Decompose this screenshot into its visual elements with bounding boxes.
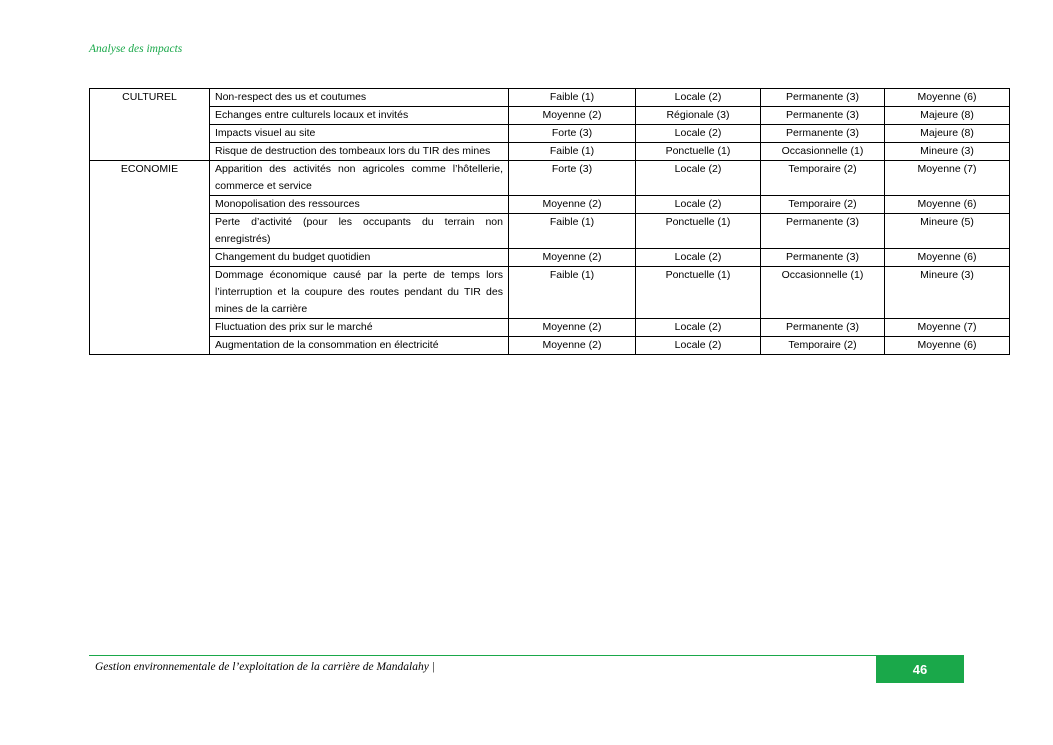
category-cell: ECONOMIE bbox=[90, 161, 210, 355]
duree-cell: Occasionnelle (1) bbox=[761, 143, 885, 161]
etendue-cell: Locale (2) bbox=[636, 319, 761, 337]
etendue-cell: Ponctuelle (1) bbox=[636, 214, 761, 249]
footer-divider bbox=[89, 655, 964, 656]
importance-cell: Mineure (3) bbox=[885, 143, 1010, 161]
importance-cell: Moyenne (6) bbox=[885, 337, 1010, 355]
etendue-cell: Ponctuelle (1) bbox=[636, 143, 761, 161]
table-row bbox=[90, 89, 1010, 107]
footer-text: Gestion environnementale de l’exploitation de la carrière de Mandalahy | bbox=[95, 661, 435, 673]
impacts-table-body bbox=[90, 89, 1010, 355]
page-number: 46 bbox=[876, 656, 964, 683]
impact-cell: Perte d’activité (pour les occupants du terrain non enregistrés) bbox=[210, 214, 509, 249]
duree-cell: Permanente (3) bbox=[761, 249, 885, 267]
importance-cell: Moyenne (6) bbox=[885, 249, 1010, 267]
impact-cell: Dommage économique causé par la perte de temps lors l’interruption et la coupure des routes pendant du TIR des mines de la carrière bbox=[210, 267, 509, 319]
etendue-cell: Ponctuelle (1) bbox=[636, 267, 761, 319]
impact-cell: Changement du budget quotidien bbox=[210, 249, 509, 267]
intensite-cell: Forte (3) bbox=[509, 161, 636, 196]
intensite-cell: Faible (1) bbox=[509, 143, 636, 161]
impact-cell: Risque de destruction des tombeaux lors du TIR des mines bbox=[210, 143, 509, 161]
page-header-title: Analyse des impacts bbox=[89, 43, 183, 55]
impact-cell: Augmentation de la consommation en électricité bbox=[210, 337, 509, 355]
duree-cell: Temporaire (2) bbox=[761, 161, 885, 196]
importance-cell: Moyenne (6) bbox=[885, 89, 1010, 107]
importance-cell: Majeure (8) bbox=[885, 107, 1010, 125]
duree-cell: Permanente (3) bbox=[761, 107, 885, 125]
table-row bbox=[90, 249, 1010, 267]
table-row bbox=[90, 161, 1010, 196]
intensite-cell: Forte (3) bbox=[509, 125, 636, 143]
duree-cell: Occasionnelle (1) bbox=[761, 267, 885, 319]
importance-cell: Moyenne (7) bbox=[885, 161, 1010, 196]
duree-cell: Permanente (3) bbox=[761, 319, 885, 337]
table-row bbox=[90, 267, 1010, 319]
importance-cell: Moyenne (6) bbox=[885, 196, 1010, 214]
etendue-cell: Locale (2) bbox=[636, 249, 761, 267]
table-row bbox=[90, 319, 1010, 337]
table-row bbox=[90, 125, 1010, 143]
impact-cell: Monopolisation des ressources bbox=[210, 196, 509, 214]
table-row bbox=[90, 107, 1010, 125]
intensite-cell: Moyenne (2) bbox=[509, 337, 636, 355]
intensite-cell: Moyenne (2) bbox=[509, 249, 636, 267]
intensite-cell: Faible (1) bbox=[509, 89, 636, 107]
category-cell: CULTUREL bbox=[90, 89, 210, 161]
etendue-cell: Locale (2) bbox=[636, 337, 761, 355]
etendue-cell: Locale (2) bbox=[636, 161, 761, 196]
impact-cell: Echanges entre culturels locaux et invités bbox=[210, 107, 509, 125]
table-row bbox=[90, 143, 1010, 161]
etendue-cell: Locale (2) bbox=[636, 196, 761, 214]
duree-cell: Temporaire (2) bbox=[761, 196, 885, 214]
table-row bbox=[90, 214, 1010, 249]
etendue-cell: Locale (2) bbox=[636, 89, 761, 107]
importance-cell: Mineure (3) bbox=[885, 267, 1010, 319]
etendue-cell: Locale (2) bbox=[636, 125, 761, 143]
intensite-cell: Faible (1) bbox=[509, 214, 636, 249]
etendue-cell: Régionale (3) bbox=[636, 107, 761, 125]
intensite-cell: Moyenne (2) bbox=[509, 107, 636, 125]
importance-cell: Moyenne (7) bbox=[885, 319, 1010, 337]
intensite-cell: Faible (1) bbox=[509, 267, 636, 319]
intensite-cell: Moyenne (2) bbox=[509, 196, 636, 214]
impact-cell: Non-respect des us et coutumes bbox=[210, 89, 509, 107]
table-row bbox=[90, 337, 1010, 355]
duree-cell: Permanente (3) bbox=[761, 89, 885, 107]
impact-cell: Fluctuation des prix sur le marché bbox=[210, 319, 509, 337]
importance-cell: Mineure (5) bbox=[885, 214, 1010, 249]
impact-cell: Apparition des activités non agricoles comme l’hôtellerie, commerce et service bbox=[210, 161, 509, 196]
impacts-table bbox=[89, 88, 1010, 355]
duree-cell: Temporaire (2) bbox=[761, 337, 885, 355]
impact-cell: Impacts visuel au site bbox=[210, 125, 509, 143]
intensite-cell: Moyenne (2) bbox=[509, 319, 636, 337]
importance-cell: Majeure (8) bbox=[885, 125, 1010, 143]
duree-cell: Permanente (3) bbox=[761, 214, 885, 249]
duree-cell: Permanente (3) bbox=[761, 125, 885, 143]
table-row bbox=[90, 196, 1010, 214]
